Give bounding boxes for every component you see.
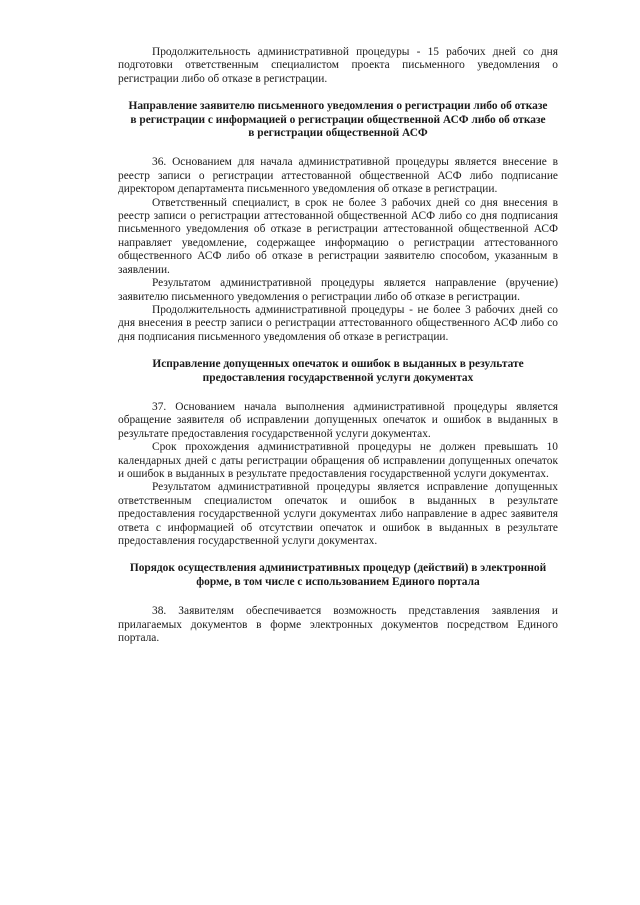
paragraph-responsible-specialist: Ответственный специалист, в срок не более 3 рабочих дней со дня внесения в реестр записи о регистрации аттестованной общественной АСФ либо со дня подписания письменного уведомления об отказе в регистрации аттестованной общественной АСФ направляет уведомление, содержащее информацию о регистрации аттестованного общественного АСФ либо об отказе в регистрации заявителю способом, указанным в заявлении. xyxy=(118,196,558,276)
intro-paragraph: Продолжительность административной процедуры - 15 рабочих дней со дня подготовки ответственным специалистом проекта письменного уведомления о регистрации либо об отказе в регистрации. xyxy=(118,46,558,85)
section-heading-corrections: Исправление допущенных опечаток и ошибок в выданных в результате предоставления государственной услуги документах xyxy=(152,358,524,384)
section-heading-notification: Направление заявителю письменного уведомления о регистрации либо об отказе в регистрации с информацией о регистрации общественной АСФ либо об отказе в регистрации общественной АСФ xyxy=(128,100,548,140)
paragraph-duration: Продолжительность административной процедуры - не более 3 рабочих дней со дня внесения в реестр записи о регистрации аттестованного общественного АСФ либо со дня подписания письменного уведомления об отказе в регистрации. xyxy=(118,303,558,343)
paragraph-correction-term: Срок прохождения административной процедуры не должен превышать 10 календарных дней с даты регистрации обращения об исправлении допущенных опечаток и ошибок в выданных в результате предоставления государственной услуги документах. xyxy=(118,441,558,480)
paragraph-38: 38. Заявителям обеспечивается возможность представления заявления и прилагаемых документов в форме электронных документов посредством Единого портала. xyxy=(118,605,558,645)
paragraph-result: Результатом административной процедуры является направление (вручение) заявителю письменного уведомления о регистрации либо об отказе в регистрации. xyxy=(118,277,558,303)
paragraph-correction-result: Результатом административной процедуры является исправление допущенных ответственным специалистом опечаток и ошибок в выданных в результате предоставления государственной услуги документах либо направление в адрес заявителя ответа с информацией об отсутствии опечаток и ошибок в выданных в результате предоставления государственной услуги документах. xyxy=(118,481,558,547)
section-heading-electronic: Порядок осуществления административных процедур (действий) в электронной форме, в том числе с использованием Единого портала xyxy=(129,562,547,588)
paragraph-37: 37. Основанием начала выполнения административной процедуры является обращение заявителя об исправлении допущенных опечаток и ошибок в выданных в результате предоставления государственной услуги документах. xyxy=(118,400,558,440)
document-page xyxy=(118,46,558,645)
paragraph-36: 36. Основанием для начала административной процедуры является внесение в реестр записи о регистрации аттестованной общественной АСФ либо подписание директором департамента письменного уведомления об отказе в регистрации. xyxy=(118,156,558,196)
